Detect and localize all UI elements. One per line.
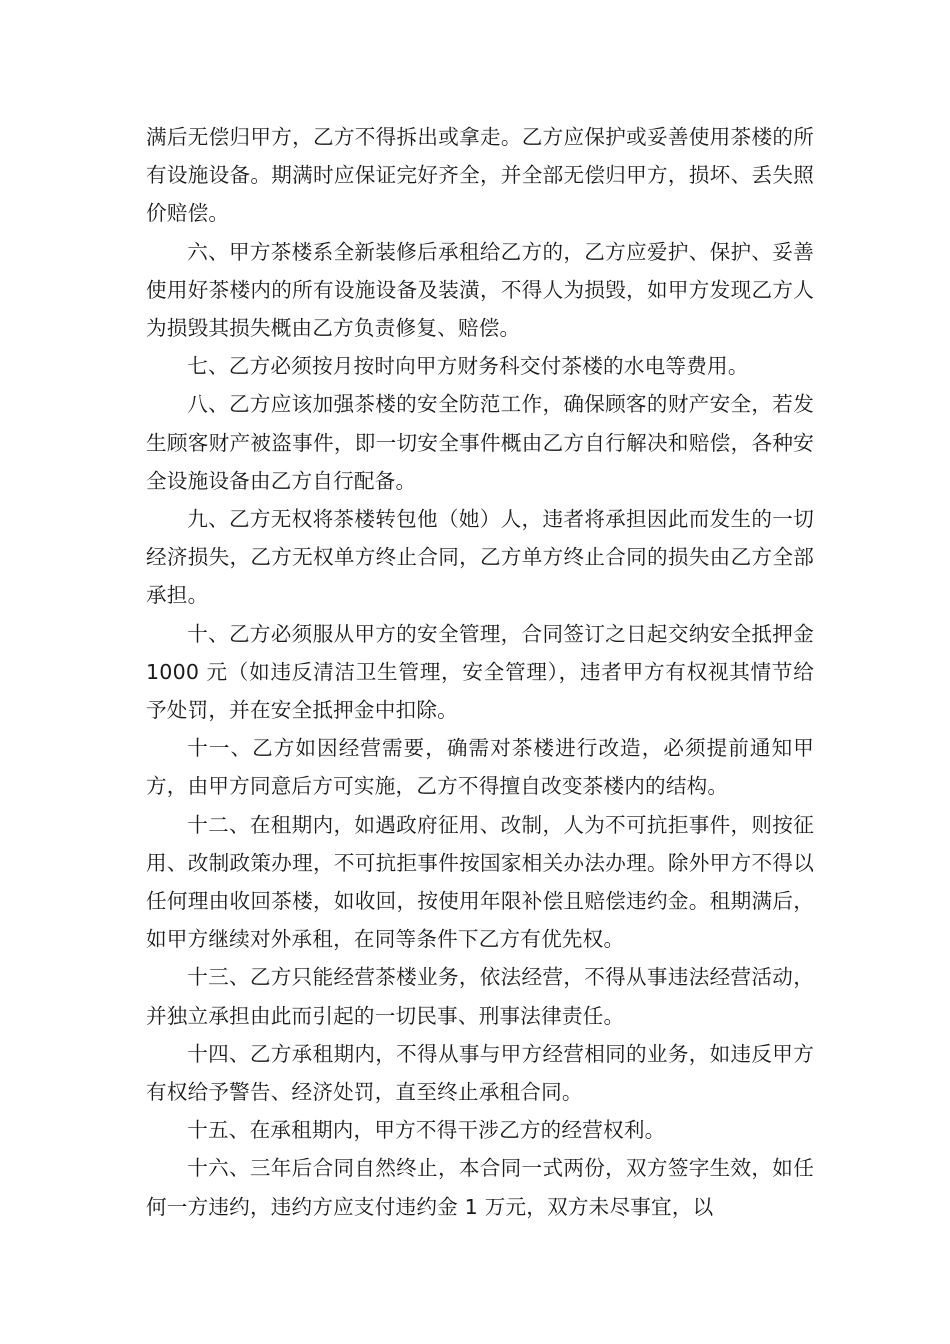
clause-14: 十四、乙方承租期内，不得从事与甲方经营相同的业务，如违反甲方有权给予警告、经济处罚，直至终止承租合同。 — [146, 1041, 814, 1105]
clause-9: 九、乙方无权将茶楼转包他（她）人，违者将承担因此而发生的一切经济损失，乙方无权单方终止合同，乙方单方终止合同的损失由乙方全部承担。 — [146, 507, 814, 608]
paragraph-continued: 满后无偿归甲方，乙方不得拆出或拿走。乙方应保护或妥善使用茶楼的所有设施设备。期满时应保证完好齐全，并全部无偿归甲方，损坏、丢失照价赔偿。 — [146, 125, 814, 226]
clause-8: 八、乙方应该加强茶楼的安全防范工作，确保顾客的财产安全，若发生顾客财产被盗事件，即一切安全事件概由乙方自行解决和赔偿，各种安全设施设备由乙方自行配备。 — [146, 392, 814, 493]
clause-15: 十五、在承租期内，甲方不得干涉乙方的经营权利。 — [187, 1118, 666, 1143]
clause-12: 十二、在租期内，如遇政府征用、改制，人为不可抗拒事件，则按征用、改制政策办理，不可抗拒事件按国家相关办法办理。除外甲方不得以任何理由收回茶楼，如收回，按使用年限补偿且赔偿违约金。租期满后，如甲方继续对外承租，在同等条件下乙方有优先权。 — [146, 812, 814, 952]
clause-16: 十六、三年后合同自然终止，本合同一式两份，双方签字生效，如任何一方违约，违约方应支付违约金 1 万元，双方未尽事宜，以 — [146, 1156, 814, 1219]
clause-6: 六、甲方茶楼系全新装修后承租给乙方的，乙方应爱护、保护、妥善使用好茶楼内的所有设施设备及装潢，不得人为损毁，如甲方发现乙方人为损毁其损失概由乙方负责修复、赔偿。 — [146, 239, 814, 341]
clause-11: 十一、乙方如因经营需要，确需对茶楼进行改造，必须提前通知甲方，由甲方同意后方可实施，乙方不得擅自改变茶楼内的结构。 — [146, 736, 814, 799]
document-body — [146, 118, 814, 1226]
clause-7: 七、乙方必须按月按时向甲方财务科交付茶楼的水电等费用。 — [187, 354, 749, 379]
clause-10: 十、乙方必须服从甲方的安全管理，合同签订之日起交纳安全抵押金 1000 元（如违反清洁卫生管理，安全管理），违者甲方有权视其情节给予处罚，并在安全抵押金中扣除。 — [146, 621, 814, 723]
clause-13: 十三、乙方只能经营茶楼业务，依法经营，不得从事违法经营活动，并独立承担由此而引起的一切民事、刑事法律责任。 — [146, 965, 814, 1028]
